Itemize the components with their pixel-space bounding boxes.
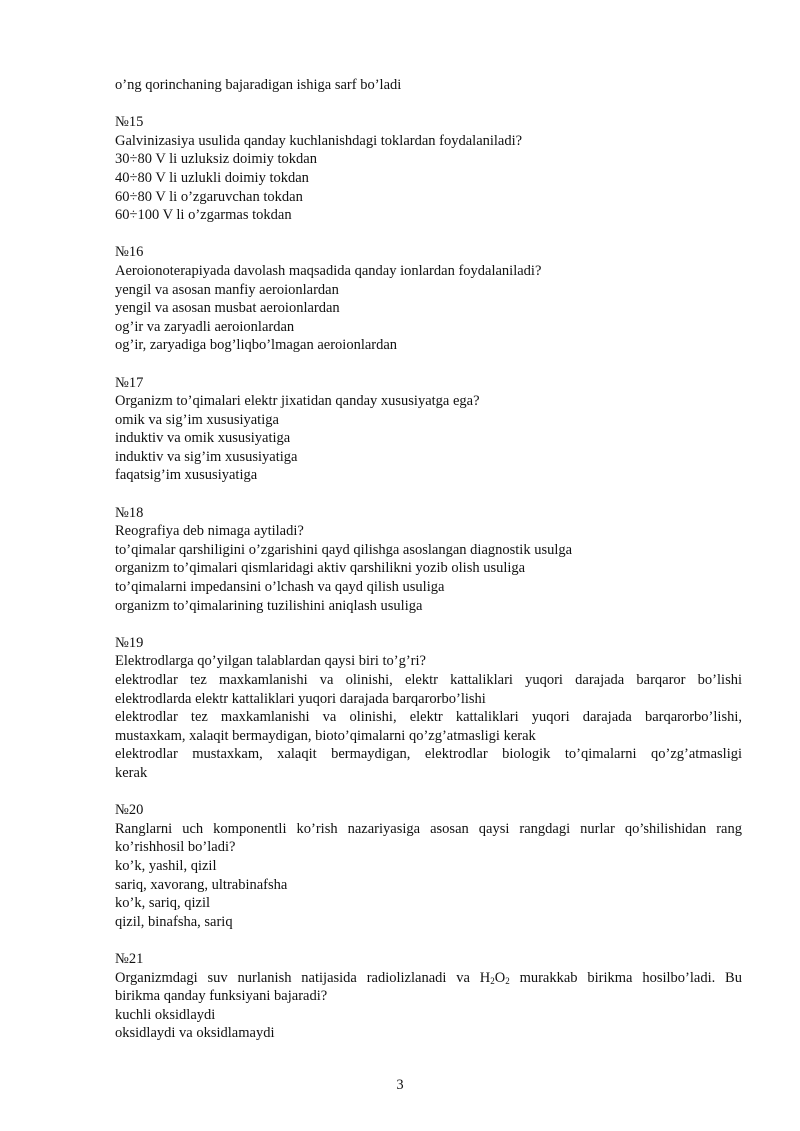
answer-option: 60÷80 V li o’zgaruvchan tokdan xyxy=(115,188,303,205)
answer-option: elektrodlar tez maxkamlanishi va olinishi, elektr kattaliklari yuqori darajada barqaror bo’lishi xyxy=(115,672,742,688)
answer-option: oksidlaydi va oksidlamaydi xyxy=(115,1025,275,1042)
question-number: №16 xyxy=(115,244,144,261)
answer-option: kuchli oksidlaydi xyxy=(115,1006,216,1023)
question-number: №19 xyxy=(115,634,144,651)
question-text-line: ko’rishhosil bo’ladi? xyxy=(115,839,236,856)
question-text-part: murakkab birikma hosilbo’ladi. Bu xyxy=(509,969,742,986)
subscript: 2 xyxy=(490,975,495,986)
answer-option: 60÷100 V li o’zgarmas tokdan xyxy=(115,207,292,224)
answer-option: induktiv va omik xususiyatiga xyxy=(115,430,291,447)
question-number: №17 xyxy=(115,374,144,391)
page-number: 3 xyxy=(396,1077,404,1093)
answer-option-line: mustaxkam, xalaqit bermaydigan, bioto’qimalarni qo’zg’atmasligi kerak xyxy=(115,727,536,744)
question-text: Aeroionoterapiyada davolash maqsadida qanday ionlardan foydalaniladi? xyxy=(115,262,542,279)
answer-option: elektrodlarda elektr kattaliklari yuqori darajada barqarorbo’lishi xyxy=(115,690,486,707)
question-text: Elektrodlarga qo’yilgan talablardan qaysi biri to’g’ri? xyxy=(115,653,426,670)
answer-option: og’ir, zaryadiga bog’liqbo’lmagan aeroionlardan xyxy=(115,337,398,354)
answer-option: yengil va asosan manfiy aeroionlardan xyxy=(115,281,339,298)
answer-option: ko’k, yashil, qizil xyxy=(115,857,217,874)
answer-option: 40÷80 V li uzlukli doimiy tokdan xyxy=(115,169,309,186)
answer-option: ko’k, sariq, qizil xyxy=(115,895,211,912)
answer-option-line: elektrodlar tez maxkamlanishi va olinishi, elektr kattaliklari yuqori darajada barqarorbo’lishi, xyxy=(115,709,742,726)
answer-option: organizm to’qimalari qismlaridagi aktiv qarshilikni yozib olish usuliga xyxy=(115,560,526,577)
question-number: №15 xyxy=(115,114,144,131)
answer-option: og’ir va zaryadli aeroionlardan xyxy=(115,318,295,335)
question-number: №18 xyxy=(115,504,144,521)
question-text: Reografiya deb nimaga aytiladi? xyxy=(115,523,304,540)
question-text-line: Ranglarni uch komponentli ko’rish nazariyasiga asosan qaysi rangdagi nurlar qo’shilishidan rang xyxy=(115,820,742,837)
answer-option: sariq, xavorang, ultrabinafsha xyxy=(115,876,288,893)
question-text: Galvinizasiya usulida qanday kuchlanishdagi toklardan foydalaniladi? xyxy=(115,132,523,149)
question-number: №21 xyxy=(115,950,144,967)
question-text-line: birikma qanday funksiyani bajaradi? xyxy=(115,988,328,1005)
answer-option: yengil va asosan musbat aeroionlardan xyxy=(115,300,340,317)
answer-option: to’qimalar qarshiligini o’zgarishini qayd qilishga asoslangan diagnostik usulga xyxy=(115,541,573,558)
answer-option-line: kerak xyxy=(115,764,148,781)
question-text-line xyxy=(115,969,742,988)
question-number: №20 xyxy=(115,802,144,819)
answer-option: organizm to’qimalarining tuzilishini aniqlash usuliga xyxy=(115,597,423,614)
question-text-part: O xyxy=(494,969,506,986)
answer-option: faqatsig’im xususiyatiga xyxy=(115,467,258,484)
question-text: Organizm to’qimalari elektr jixatidan qanday xususiyatga ega? xyxy=(115,393,480,410)
subscript: 2 xyxy=(505,975,510,986)
page-content xyxy=(115,76,742,1043)
answer-option: to’qimalarni impedansini o’lchash va qayd qilish usuliga xyxy=(115,579,445,596)
question-text-part: Organizmdagi suv nurlanish natijasida radiolizlanadi va H xyxy=(115,969,491,986)
answer-option: 30÷80 V li uzluksiz doimiy tokdan xyxy=(115,151,317,168)
answer-option: qizil, binafsha, sariq xyxy=(115,913,233,930)
answer-option-line: elektrodlar mustaxkam, xalaqit bermaydigan, elektrodlar biologik to’qimalarni qo’zg’atmasligi xyxy=(115,746,742,763)
intro-line: o’ng qorinchaning bajaradigan ishiga sarf bo’ladi xyxy=(115,77,402,93)
answer-option: induktiv va sig’im xususiyatiga xyxy=(115,448,298,465)
answer-option: omik va sig’im xususiyatiga xyxy=(115,411,279,428)
